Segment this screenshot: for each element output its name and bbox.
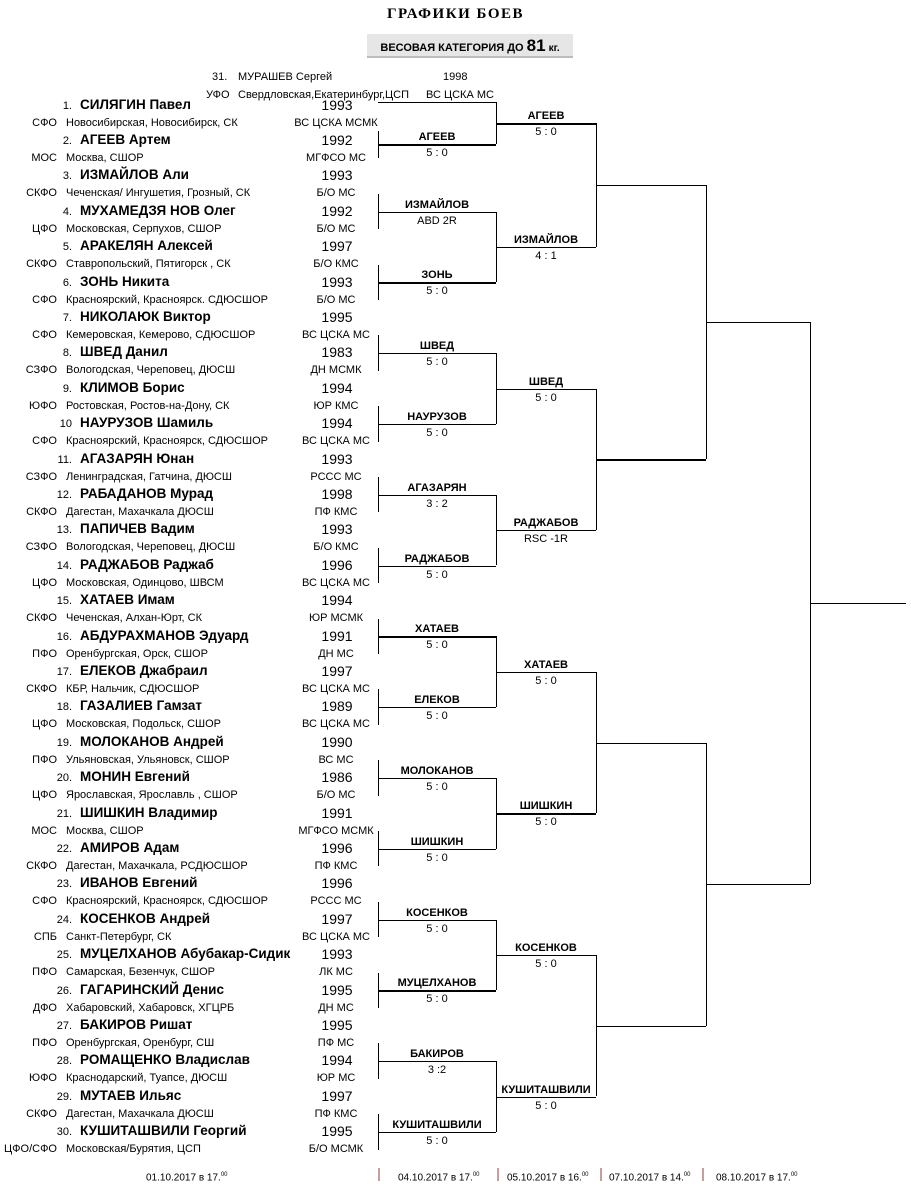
athlete-region: СПБ [33,930,57,943]
athlete-region: ПФО [32,753,57,766]
round1-score: 3 :2 [427,1064,447,1077]
athlete-year: 1991 [321,804,353,821]
athlete-city: Самарская, Безенчук, СШОР [66,966,216,979]
athlete-rank: ЮР МСМК [308,612,364,625]
schedule-date-minutes: 00 [683,1172,691,1178]
athlete-number: 25. [56,949,72,962]
athlete-year: 1991 [321,627,353,644]
athlete-year: 1990 [321,733,353,750]
athlete-name: ЗОНЬ Никита [80,273,170,289]
athlete-rank: Б/О МС [316,293,356,306]
athlete-name: АРАКЕЛЯН Алексей [80,238,213,254]
round1-winner: ШИШКИН [410,835,464,848]
athlete-name: РАДЖАБОВ Раджаб [80,556,214,572]
athlete-city: Чеченская, Алхан-Юрт, СК [66,612,203,625]
round1-winner: МУЦЕЛХАНОВ [397,977,477,990]
athlete-city: Вологодская, Череповец, ДЮСШ [66,364,236,377]
round2-winner: АГЕЕВ [527,110,565,123]
athlete-city: Москва, СШОР [66,151,144,164]
athlete-city: Чеченская/ Ингушетия, Грозный, СК [66,187,251,200]
athlete-rank: ЛК МС [319,966,353,979]
athlete-rank: Б/О КМС [313,258,359,271]
round2-winner: ШИШКИН [519,800,573,813]
bracket-line [378,102,496,103]
athlete-region: МОС [31,824,57,837]
athlete-year: 1994 [321,415,353,432]
athlete-rank: ВС ЦСКА МС [302,718,370,731]
athlete-region: СКФО [26,682,57,695]
athlete-name: МУЦЕЛХАНОВ Абубакар-Сидик [80,946,291,962]
athlete-year: 1983 [321,344,353,361]
round1-winner: ЗОНЬ [421,269,453,282]
athlete-number: 26. [56,984,72,997]
athlete-year: 1993 [321,450,353,467]
athlete-number: 20. [56,772,72,785]
round2-score: 5 : 0 [535,816,557,829]
round2-score: RSC -1R [523,533,568,546]
athlete-rank: ЮР КМС [313,399,359,412]
weight-category-box [367,34,573,58]
athlete-number: 12. [56,488,72,501]
athlete-region: СКФО [26,612,57,625]
round1-score: 5 : 0 [426,1134,448,1147]
round1-score: 5 : 0 [426,993,448,1006]
athlete-name: МУХАМЕДЗЯ НОВ Олег [80,202,236,218]
round1-winner: РАДЖАБОВ [404,552,470,565]
round1-winner: ХАТАЕВ [415,623,459,636]
athlete-city: Ростовская, Ростов-на-Дону, СК [66,399,230,412]
schedule-date-minutes: 00 [790,1172,798,1178]
athlete-region: СФО [32,293,57,306]
athlete-region: СКФО [26,859,57,872]
athlete-name: ШИШКИН Владимир [80,804,218,820]
athlete-name: СИЛЯГИН Павел [80,96,191,112]
athlete-name: МОНИН Евгений [80,769,190,785]
athlete-rank: МГФСО МС [306,151,366,164]
page-title: ГРАФИКИ БОЕВ [386,6,524,22]
athlete-rank: Б/О КМС [313,541,359,554]
athlete-number: 2. [62,134,72,147]
round1-winner: МОЛОКАНОВ [400,764,474,777]
round1-winner: БАКИРОВ [410,1048,464,1061]
athlete-rank: ДН МСМК [310,364,362,377]
athlete-city: Ульяновская, Ульяновск, СШОР [66,753,230,766]
round1-score: 5 : 0 [426,285,448,298]
athlete-city: Московская, Серпухов, СШОР [66,222,222,235]
athlete-rank: ВС ЦСКА МС [302,682,370,695]
athlete-number: 22. [56,842,72,855]
round2-winner: РАДЖАБОВ [513,517,579,530]
athlete-region: ЦФО/СФО [4,1143,57,1156]
athlete-region: СФО [32,328,57,341]
athlete-rank: ДН МС [318,1001,354,1014]
athlete-year: 1995 [321,1123,353,1140]
athlete-name: МУТАЕВ Ильяс [80,1087,182,1103]
athlete-name: НАУРУЗОВ Шамиль [80,415,214,431]
round2-score: 5 : 0 [535,674,557,687]
round2-score: 5 : 0 [535,1099,557,1112]
athlete-city: Московская/Бурятия, ЦСП [66,1143,201,1156]
round1-score: 5 : 0 [426,356,448,369]
athlete-year: 1994 [321,592,353,609]
round2-score: 4 : 1 [535,249,557,262]
athlete-number: 4. [62,205,72,218]
athlete-year: 1994 [321,1052,353,1069]
athlete-region: ДФО [32,1001,57,1014]
athlete-region: ЦФО [31,222,57,235]
schedule-date-minutes: 00 [472,1172,480,1178]
athlete-region: СЗФО [25,541,57,554]
athlete-year: 1996 [321,556,353,573]
athlete-city: Санкт-Петербург, СК [66,930,172,943]
bracket-line [596,459,706,460]
athlete-name: ХАТАЕВ Имам [80,592,175,608]
athlete-city: Дагестан, Махачкала ДЮСШ [66,505,214,518]
athlete-rank: Б/О МСМК [308,1143,364,1156]
schedule-date-minutes: 00 [220,1172,228,1178]
round1-score: 3 : 2 [426,497,448,510]
athlete-number: 6. [62,276,72,289]
athlete-rank: ПФ КМС [314,1107,358,1120]
athlete-city: Ленинградская, Гатчина, ДЮСШ [66,470,232,483]
athlete-year: 1996 [321,875,353,892]
athlete-number: 29. [56,1090,72,1103]
weight-category-value: 81 [526,36,546,55]
athlete-rank: ВС ЦСКА МСМК [294,116,378,129]
athlete-name: ЕЛЕКОВ Джабраил [80,662,208,678]
athlete-name: ИЗМАЙЛОВ Али [80,167,189,183]
bye-athlete-city: Свердловская,Екатеринбург,ЦСП [238,89,410,101]
athlete-region: ЮФО [28,399,57,412]
date-separator [497,1168,499,1181]
athlete-rank: ВС МС [318,753,354,766]
athlete-number: 10 [59,418,72,431]
athlete-year: 1993 [321,96,353,113]
athlete-year: 1993 [321,167,353,184]
athlete-name: ГАГАРИНСКИЙ Денис [80,981,224,997]
athlete-number: 21. [56,807,72,820]
athlete-city: Красноярский, Красноярск, СДЮСШОР [66,435,269,448]
athlete-name: БАКИРОВ Ришат [80,1016,193,1032]
athlete-city: Дагестан, Махачкала ДЮСШ [66,1107,214,1120]
weight-category-unit: кг. [548,43,560,54]
round1-score: 5 : 0 [426,851,448,864]
athlete-number: 30. [56,1126,72,1139]
bye-athlete-year: 1998 [443,71,468,83]
bracket-line [596,1026,706,1027]
athlete-name: КУШИТАШВИЛИ Георгий [80,1123,247,1139]
date-separator [702,1168,704,1181]
athlete-city: Новосибирская, Новосибирск, СК [66,116,238,129]
athlete-region: ПФО [32,647,57,660]
round1-score: 5 : 0 [426,426,448,439]
athlete-name: КЛИМОВ Борис [80,379,185,395]
athlete-region: ЦФО [31,789,57,802]
date-separator [378,1168,380,1181]
athlete-region: ЮФО [28,1072,57,1085]
athlete-region: СКФО [26,505,57,518]
athlete-year: 1998 [321,485,353,502]
athlete-rank: МГФСО МСМК [298,824,374,837]
date-separator [600,1168,602,1181]
athlete-year: 1995 [321,308,353,325]
athlete-number: 27. [56,1019,72,1032]
athlete-year: 1993 [321,946,353,963]
athlete-year: 1986 [321,769,353,786]
athlete-number: 11. [57,453,72,466]
athlete-rank: РССС МС [310,470,362,483]
athlete-region: СФО [32,116,57,129]
athlete-year: 1997 [321,1087,353,1104]
bye-athlete-name: МУРАШЕВ Сергей [238,71,333,83]
schedule-date-minutes: 00 [581,1172,589,1178]
athlete-name: РОМАЩЕНКО Владислав [80,1052,250,1068]
athlete-region: ПФО [32,1036,57,1049]
athlete-region: ПФО [32,966,57,979]
schedule-date: 05.10.2017 в 16.00 [507,1172,589,1184]
bracket-line [810,603,906,604]
round1-winner: АГЕЕВ [418,131,456,144]
round2-winner: ШВЕД [528,375,564,388]
athlete-number: 8. [62,347,72,360]
athlete-number: 13. [56,524,72,537]
schedule-date: 04.10.2017 в 17.00 [398,1172,480,1184]
athlete-rank: ВС ЦСКА МС [302,435,370,448]
athlete-rank: ВС ЦСКА МС [302,328,370,341]
athlete-region: СЗФО [25,470,57,483]
athlete-city: Ярославская, Ярославль , СШОР [66,789,238,802]
bracket-line [596,185,706,186]
athlete-city: Вологодская, Череповец, ДЮСШ [66,541,236,554]
athlete-number: 28. [56,1055,72,1068]
athlete-year: 1997 [321,662,353,679]
athlete-name: АГЕЕВ Артем [80,131,171,147]
round1-winner: ЕЛЕКОВ [414,694,460,707]
athlete-number: 24. [56,913,72,926]
athlete-year: 1989 [321,698,353,715]
athlete-city: Красноярский, Красноярск. СДЮСШОР [66,293,269,306]
athlete-name: АБДУРАХМАНОВ Эдуард [80,627,249,643]
bye-athlete-number: 31. [212,71,228,83]
athlete-city: Кемеровская, Кемерово, СДЮСШОР [66,328,256,341]
athlete-number: 14. [56,559,72,572]
athlete-year: 1995 [321,981,353,998]
athlete-rank: ВС ЦСКА МС [302,576,370,589]
athlete-region: МОС [31,151,57,164]
athlete-city: Хабаровский, Хабаровск, ХГЦРБ [66,1001,235,1014]
bye-athlete-rank: ВС ЦСКА МС [426,89,494,101]
athlete-rank: ПФ КМС [314,505,358,518]
round1-score: 5 : 0 [426,147,448,160]
round1-winner: ШВЕД [419,340,455,353]
schedule-date: 08.10.2017 в 17.00 [716,1172,798,1184]
athlete-name: КОСЕНКОВ Андрей [80,910,211,926]
round1-winner: ИЗМАЙЛОВ [404,198,470,211]
athlete-rank: ПФ КМС [314,859,358,872]
athlete-number: 5. [62,241,72,254]
athlete-number: 7. [62,311,72,324]
athlete-city: Московская, Подольск, СШОР [66,718,221,731]
athlete-number: 15. [56,595,72,608]
round1-winner: АГАЗАРЯН [407,481,467,494]
athlete-region: СКФО [26,1107,57,1120]
round2-score: 5 : 0 [535,391,557,404]
athlete-name: МОЛОКАНОВ Андрей [80,733,224,749]
athlete-number: 23. [56,878,72,891]
athlete-rank: ВС ЦСКА МС [302,930,370,943]
athlete-city: КБР, Нальчик, СДЮСШОР [66,682,200,695]
athlete-city: Краснодарский, Туапсе, ДЮСШ [66,1072,228,1085]
athlete-year: 1997 [321,238,353,255]
athlete-city: Москва, СШОР [66,824,144,837]
athlete-region: СКФО [26,187,57,200]
athlete-region: СФО [32,895,57,908]
athlete-year: 1993 [321,273,353,290]
round1-score: 5 : 0 [426,568,448,581]
athlete-city: Московская, Одинцово, ШВСМ [66,576,224,589]
weight-category-label: ВЕСОВАЯ КАТЕГОРИЯ ДО [380,42,524,54]
round1-score: 5 : 0 [426,780,448,793]
athlete-year: 1997 [321,910,353,927]
athlete-number: 17. [56,665,72,678]
athlete-year: 1992 [321,131,353,148]
round1-score: 5 : 0 [426,639,448,652]
athlete-city: Ставропольский, Пятигорск , СК [66,258,231,271]
athlete-name: ГАЗАЛИЕВ Гамзат [80,698,203,714]
athlete-region: ЦФО [31,576,57,589]
round1-score: 5 : 0 [426,922,448,935]
athlete-city: Оренбургская, Орск, СШОР [66,647,208,660]
round2-winner: КУШИТАШВИЛИ [501,1083,591,1096]
round1-winner: КУШИТАШВИЛИ [392,1118,482,1131]
athlete-city: Оренбургская, Оренбург, СШ [66,1036,215,1049]
bye-athlete-region: УФО [206,89,230,101]
athlete-name: ПАПИЧЕВ Вадим [80,521,195,537]
athlete-year: 1995 [321,1016,353,1033]
athlete-name: АМИРОВ Адам [80,839,180,855]
athlete-number: 3. [62,170,72,183]
athlete-region: ЦФО [31,718,57,731]
round1-score: 5 : 0 [426,710,448,723]
round1-score: ABD 2R [417,214,457,227]
athlete-year: 1994 [321,379,353,396]
round2-winner: ИЗМАЙЛОВ [513,233,579,246]
bracket-line [706,322,810,323]
athlete-name: АГАЗАРЯН Юнан [80,450,195,466]
round2-score: 5 : 0 [535,126,557,139]
schedule-date: 01.10.2017 в 17.00 [146,1172,228,1184]
athlete-region: СФО [32,435,57,448]
athlete-name: ШВЕД Данил [80,344,168,360]
athlete-name: РАБАДАНОВ Мурад [80,485,214,501]
bracket-line [596,743,706,744]
athlete-rank: ЮР МС [316,1072,356,1085]
round2-winner: ХАТАЕВ [524,658,568,671]
athlete-number: 16. [56,630,72,643]
athlete-number: 9. [62,382,72,395]
athlete-year: 1992 [321,202,353,219]
athlete-rank: Б/О МС [316,187,356,200]
athlete-region: СКФО [26,258,57,271]
round2-score: 5 : 0 [535,957,557,970]
athlete-city: Красноярский, Красноярск, СДЮСШОР [66,895,269,908]
athlete-year: 1993 [321,521,353,538]
bracket-line [706,884,810,885]
athlete-name: ИВАНОВ Евгений [80,875,198,891]
athlete-rank: РССС МС [310,895,362,908]
athlete-rank: Б/О МС [316,789,356,802]
athlete-number: 19. [56,736,72,749]
athlete-year: 1996 [321,839,353,856]
round1-winner: НАУРУЗОВ [407,410,467,423]
round1-winner: КОСЕНКОВ [406,906,468,919]
schedule-date: 07.10.2017 в 14.00 [609,1172,691,1184]
athlete-rank: ПФ МС [317,1036,355,1049]
athlete-name: НИКОЛАЮК Виктор [80,308,211,324]
athlete-city: Дагестан, Махачкала, РСДЮСШОР [66,859,248,872]
round2-winner: КОСЕНКОВ [515,941,577,954]
athlete-rank: Б/О МС [316,222,356,235]
athlete-rank: ДН МС [318,647,354,660]
athlete-number: 18. [56,701,72,714]
athlete-region: СЗФО [25,364,57,377]
athlete-number: 1. [62,99,72,112]
